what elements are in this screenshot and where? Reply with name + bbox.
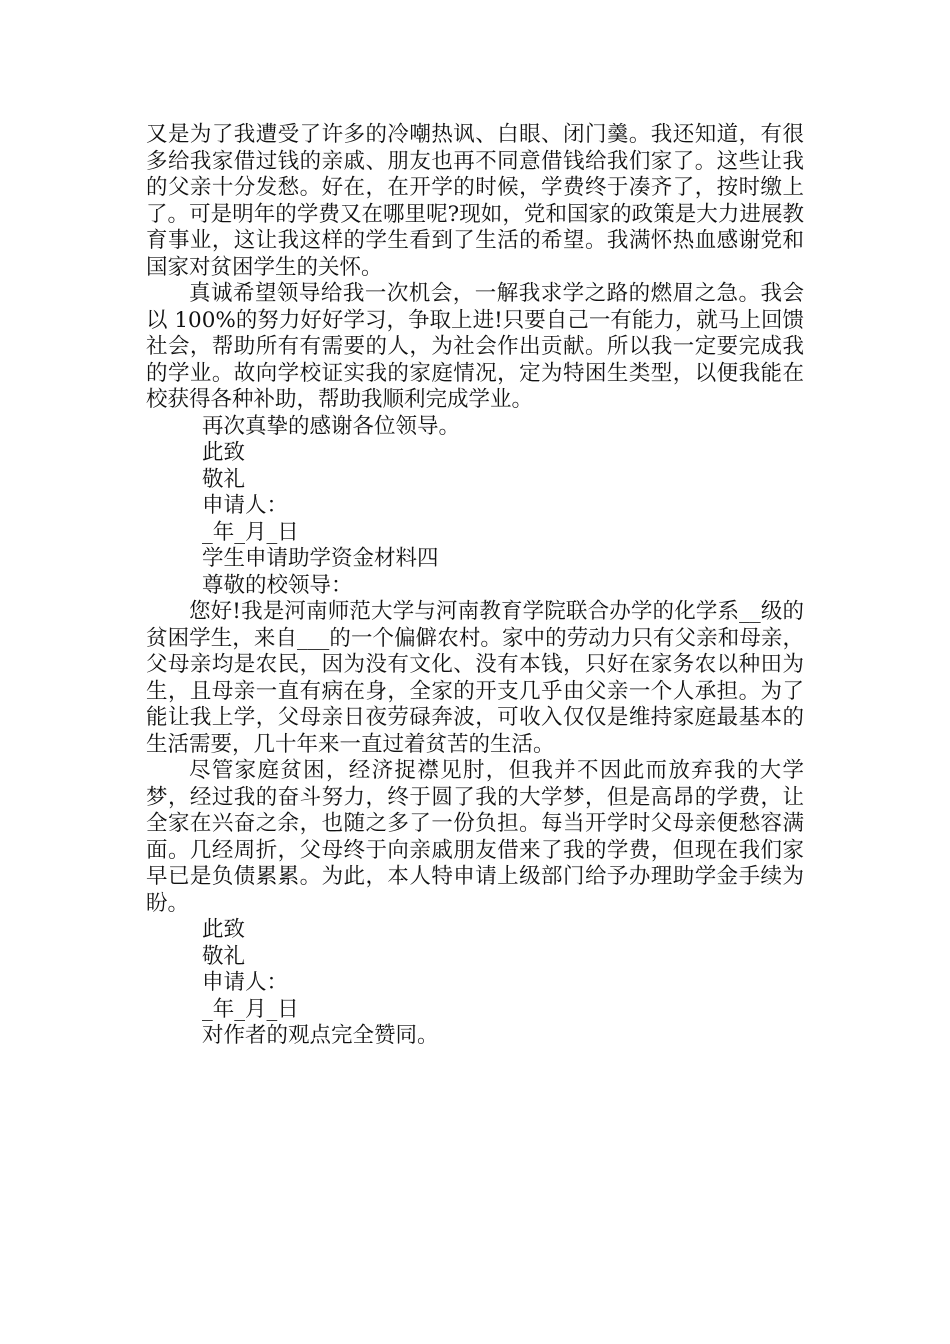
- closing-salutation: 此致: [202, 440, 246, 465]
- thanks-line: 再次真挚的感谢各位领导。: [202, 413, 461, 439]
- paragraph-family-hardship: 又是为了我遭受了许多的冷嘲热讽、白眼、闭门羹。我还知道，有很多给我家借过钱的亲戚、朋友也再不同意借钱给我们家了。这些让我的父亲十分发愁。好在，在开学的时候，学费终于凑齐了，按时缴上了。可是明年的学费又在哪里呢?现如，党和国家的政策是大力进展教育事业，这让我这样的学生看到了生活的希望。我满怀热血感谢党和国家对贫困学生的关怀。: [146, 122, 804, 280]
- closing-regards: 敬礼: [202, 466, 246, 492]
- section-title: 学生申请助学资金材料四: [202, 546, 439, 571]
- paragraph-introduction: 您好!我是河南师范大学与河南教育学院联合办学的化学系__级的贫困学生，来自___的一个偏僻农村。家中的劳动力只有父亲和母亲，父母亲均是农民，因为没有文化、没有本钱，只好在家务农以种田为生，且母亲一直有病在身，全家的开支几乎由父亲一个人承担。为了能让我上学，父母亲日夜劳碌奔波，可收入仅仅是维持家庭最基本的生活需要，几十年来一直过着贫苦的生活。: [146, 599, 804, 757]
- closing-salutation-2: 此致: [202, 917, 246, 942]
- paragraph-request: 真诚希望领导给我一次机会，一解我求学之路的燃眉之急。我会以 100%的努力好好学习，争取上进!只要自己一有能力，就马上回馈社会，帮助所有有需要的人，为社会作出贡献。所以我一定要完成我的学业。故向学校证实我的家庭情况，定为特困生类型，以便我能在校获得各种补助，帮助我顺利完成学业。: [146, 281, 804, 412]
- date-line: _年_月_日: [202, 519, 299, 545]
- applicant-label-2: 申请人：: [202, 970, 289, 995]
- closing-note: 对作者的观点完全赞同。: [202, 1023, 439, 1048]
- paragraph-application: 尽管家庭贫困，经济捉襟见肘，但我并不因此而放弃我的大学梦，经过我的奋斗努力，终于圆了我的大学梦，但是高昂的学费，让全家在兴奋之余，也随之多了一份负担。每当开学时父母亲便愁容满面。几经周折，父母终于向亲戚朋友借来了我的学费，但现在我们家早已是负债累累。为此，本人特申请上级部门给予办理助学金手续为盼。: [146, 758, 804, 916]
- applicant-label: 申请人：: [202, 493, 289, 518]
- document-body: [146, 122, 804, 1050]
- letter-greeting: 尊敬的校领导：: [202, 572, 353, 598]
- date-line-2: _年_月_日: [202, 996, 299, 1022]
- closing-regards-2: 敬礼: [202, 943, 246, 969]
